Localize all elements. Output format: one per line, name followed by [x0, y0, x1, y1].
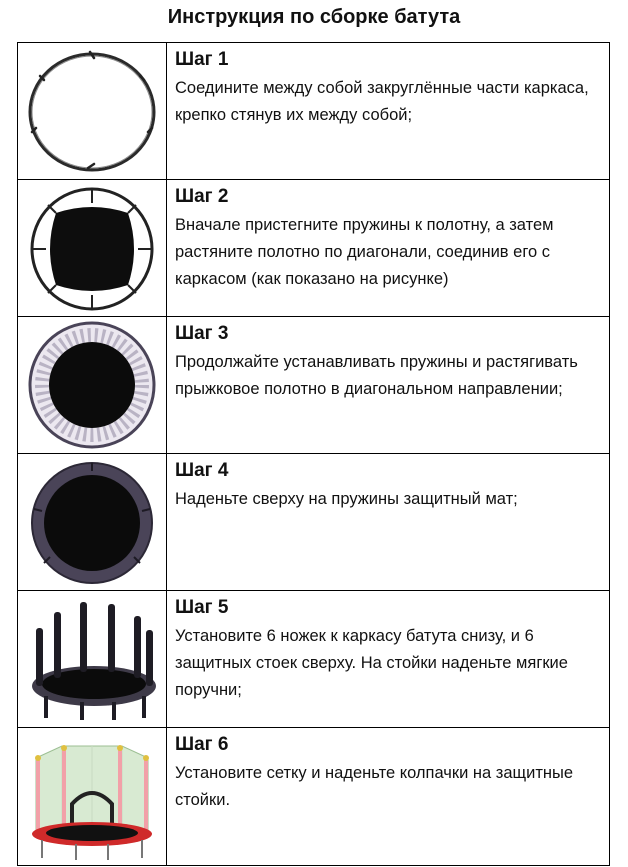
step-3-illustration — [18, 317, 167, 453]
step-4-text-cell — [167, 454, 609, 590]
step-description: Установите 6 ножек к каркасу батута снизу, и 6 защитных стоек сверху. На стойки наденьте мягкие поручни; — [175, 627, 568, 699]
step-4-illustration — [18, 454, 167, 590]
step-row-1 — [18, 43, 609, 180]
step-row-4 — [18, 454, 609, 591]
step-row-6 — [18, 728, 609, 866]
trampoline-net-icon — [22, 732, 162, 862]
step-1-text-cell — [167, 43, 609, 179]
springs-icon — [22, 320, 162, 450]
frame-ring-icon — [22, 46, 162, 176]
step-2-text-cell — [167, 180, 609, 316]
step-row-5 — [18, 591, 609, 728]
step-1-illustration — [18, 43, 167, 179]
step-6-text-cell — [167, 728, 609, 865]
step-description: Установите сетку и наденьте колпачки на защитные стойки. — [175, 764, 574, 809]
step-2-illustration — [18, 180, 167, 316]
step-row-2 — [18, 180, 609, 317]
step-5-text-cell — [167, 591, 609, 727]
steps-table — [17, 42, 610, 866]
step-description: Соедините между собой закруглённые части каркаса, крепко стянув их между собой; — [175, 79, 589, 124]
step-6-illustration — [18, 728, 167, 865]
legs-and-poles-icon — [22, 594, 162, 724]
step-description: Вначале пристегните пружины к полотну, а затем растяните полотно по диагонали, соединив его с каркасом (как показано на рисунке) — [175, 216, 554, 288]
mat-attached-icon — [22, 183, 162, 313]
page-title: Инструкция по сборке батута — [167, 6, 461, 28]
step-description: Наденьте сверху на пружины защитный мат; — [175, 490, 518, 508]
step-title: Шаг 5 — [175, 597, 229, 618]
step-title: Шаг 6 — [175, 734, 229, 755]
step-title: Шаг 2 — [175, 186, 229, 207]
safety-pad-icon — [22, 457, 162, 587]
step-5-illustration — [18, 591, 167, 727]
step-3-text-cell — [167, 317, 609, 453]
step-title: Шаг 3 — [175, 323, 229, 344]
step-description: Продолжайте устанавливать пружины и растягивать прыжковое полотно в диагональном направлении; — [175, 353, 578, 398]
step-title: Шаг 4 — [175, 460, 229, 481]
step-row-3 — [18, 317, 609, 454]
step-title: Шаг 1 — [175, 49, 229, 70]
